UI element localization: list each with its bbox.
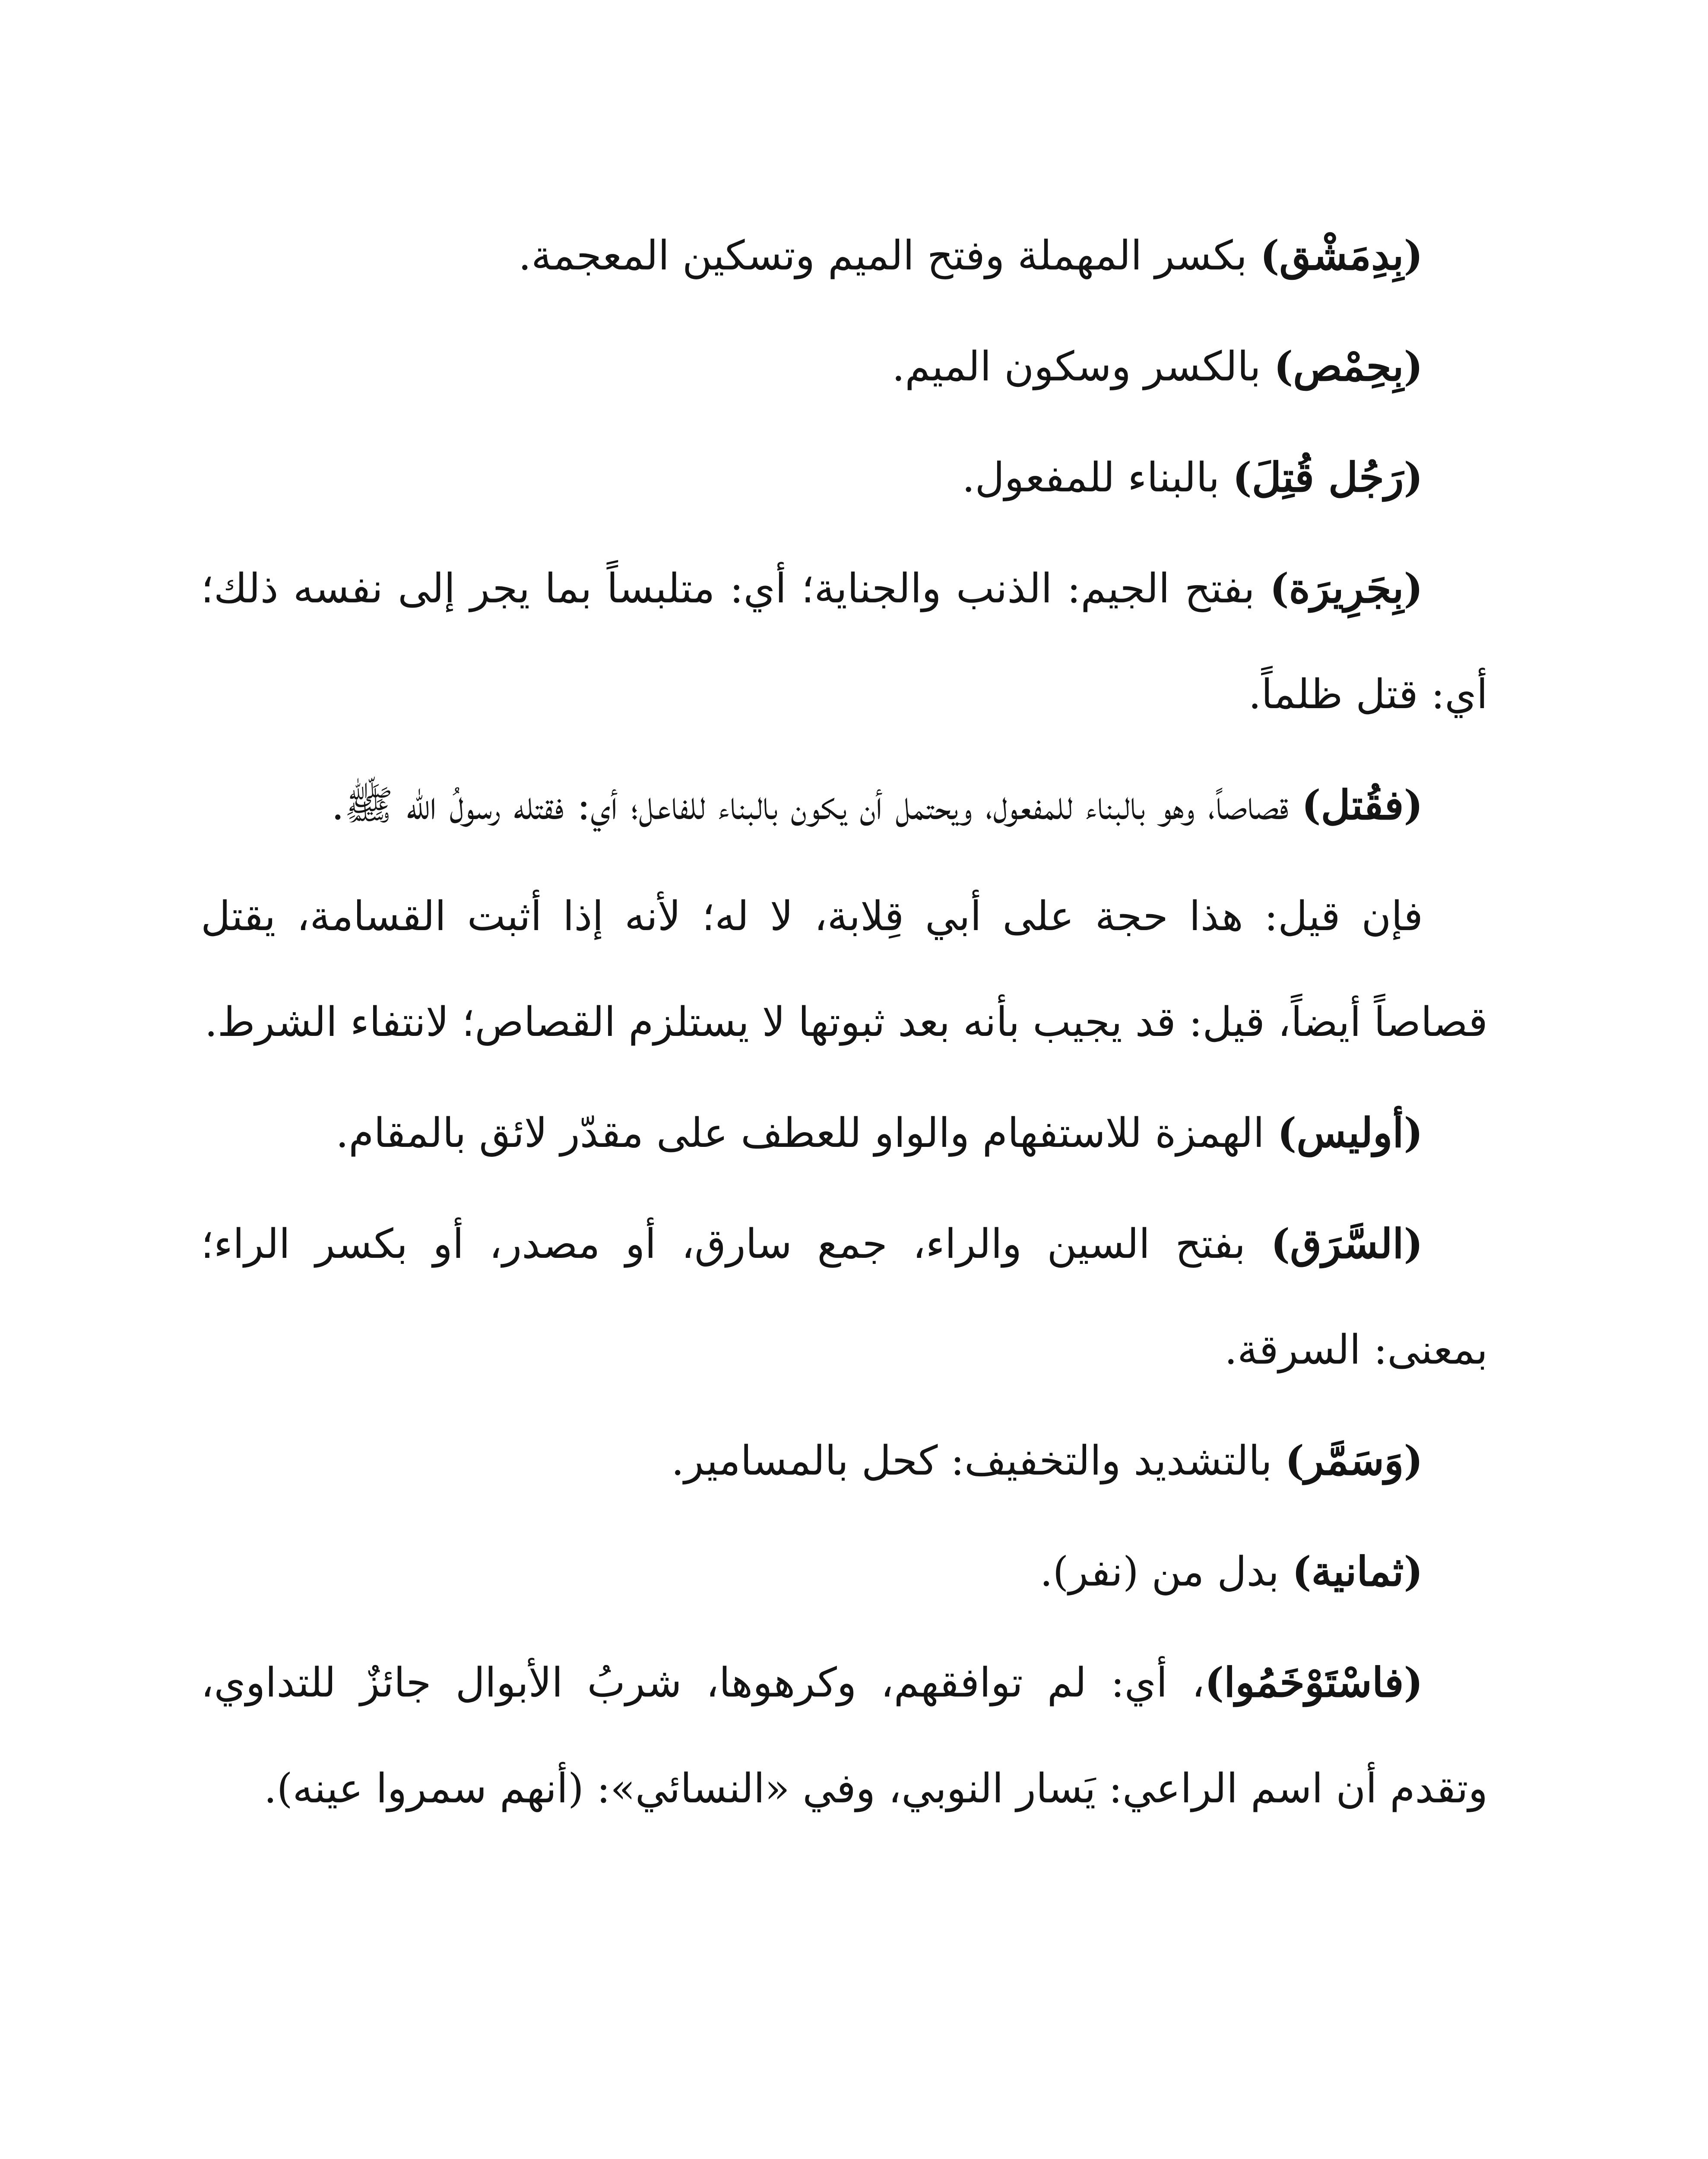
gloss: قصاصاً، وهو بالبناء للمفعول، ويحتمل أن يكون بالبناء للفاعل؛ أي: فقتله رسولُ الله ﷺ. bbox=[331, 782, 1302, 829]
commentary-text bbox=[201, 203, 1488, 1847]
lemma: (بِحِمْص) bbox=[1274, 343, 1423, 390]
paragraph-10 bbox=[201, 1519, 1488, 1625]
paragraph-7 bbox=[201, 1080, 1488, 1186]
lemma: (رَجُل قُتِلَ) bbox=[1233, 454, 1423, 501]
lemma: (بِجَرِيرَة) bbox=[1270, 565, 1423, 612]
paragraph-3 bbox=[201, 425, 1488, 531]
paragraph-1 bbox=[201, 203, 1488, 309]
gloss: بالتشديد والتخفيف: كحل بالمسامير. bbox=[671, 1437, 1285, 1485]
paragraph-6 bbox=[201, 864, 1488, 1075]
lemma: (فقُتل) bbox=[1302, 782, 1423, 829]
paragraph-8 bbox=[201, 1191, 1488, 1403]
gloss: بفتح الجيم: الذنب والجناية؛ أي: متلبساً بما يجر إلى نفسه ذلك؛ أي: قتل ظلماً. bbox=[201, 565, 1488, 718]
paragraph-5 bbox=[201, 753, 1488, 858]
lemma: (فاسْتَوْخَمُوا) bbox=[1204, 1659, 1423, 1706]
lemma: (السَّرَق) bbox=[1271, 1220, 1423, 1268]
gloss: بفتح السين والراء، جمع سارق، أو مصدر، أو بكسر الراء؛ بمعنى: السرقة. bbox=[201, 1221, 1488, 1374]
paragraph-9 bbox=[201, 1408, 1488, 1514]
gloss: الهمزة للاستفهام والواو للعطف على مقدّر لائق بالمقام. bbox=[336, 1110, 1277, 1157]
gloss: بكسر المهملة وفتح الميم وتسكين المعجمة. bbox=[518, 232, 1260, 279]
lemma: (وَسَمَّر) bbox=[1285, 1437, 1423, 1485]
lemma: (بِدِمَشْق) bbox=[1260, 232, 1423, 279]
paragraph-11 bbox=[201, 1630, 1488, 1842]
lemma: (أوليس) bbox=[1277, 1109, 1423, 1157]
gloss: فإن قيل: هذا حجة على أبي قِلابة، لا له؛ لأنه إذا أثبت القسامة، يقتل قصاصاً أيضاً، قيل: قد يجيب بأنه بعد ثبوتها لا يستلزم القصاص؛ لانتفاء الشرط. bbox=[201, 893, 1488, 1046]
paragraph-2 bbox=[201, 314, 1488, 420]
gloss: ، أي: لم توافقهم، وكرهوها، شربُ الأبوال جائزٌ للتداوي، وتقدم أن اسم الراعي: يَسار النوبي، وفي «النسائي»: (أنهم سمروا عينه). bbox=[201, 1659, 1488, 1812]
gloss: بالكسر وسكون الميم. bbox=[892, 343, 1274, 390]
gloss: بدل من (نفر). bbox=[1039, 1548, 1292, 1596]
lemma: (ثمانية) bbox=[1292, 1548, 1423, 1596]
paragraph-4 bbox=[201, 536, 1488, 747]
gloss: بالبناء للمفعول. bbox=[962, 454, 1233, 501]
